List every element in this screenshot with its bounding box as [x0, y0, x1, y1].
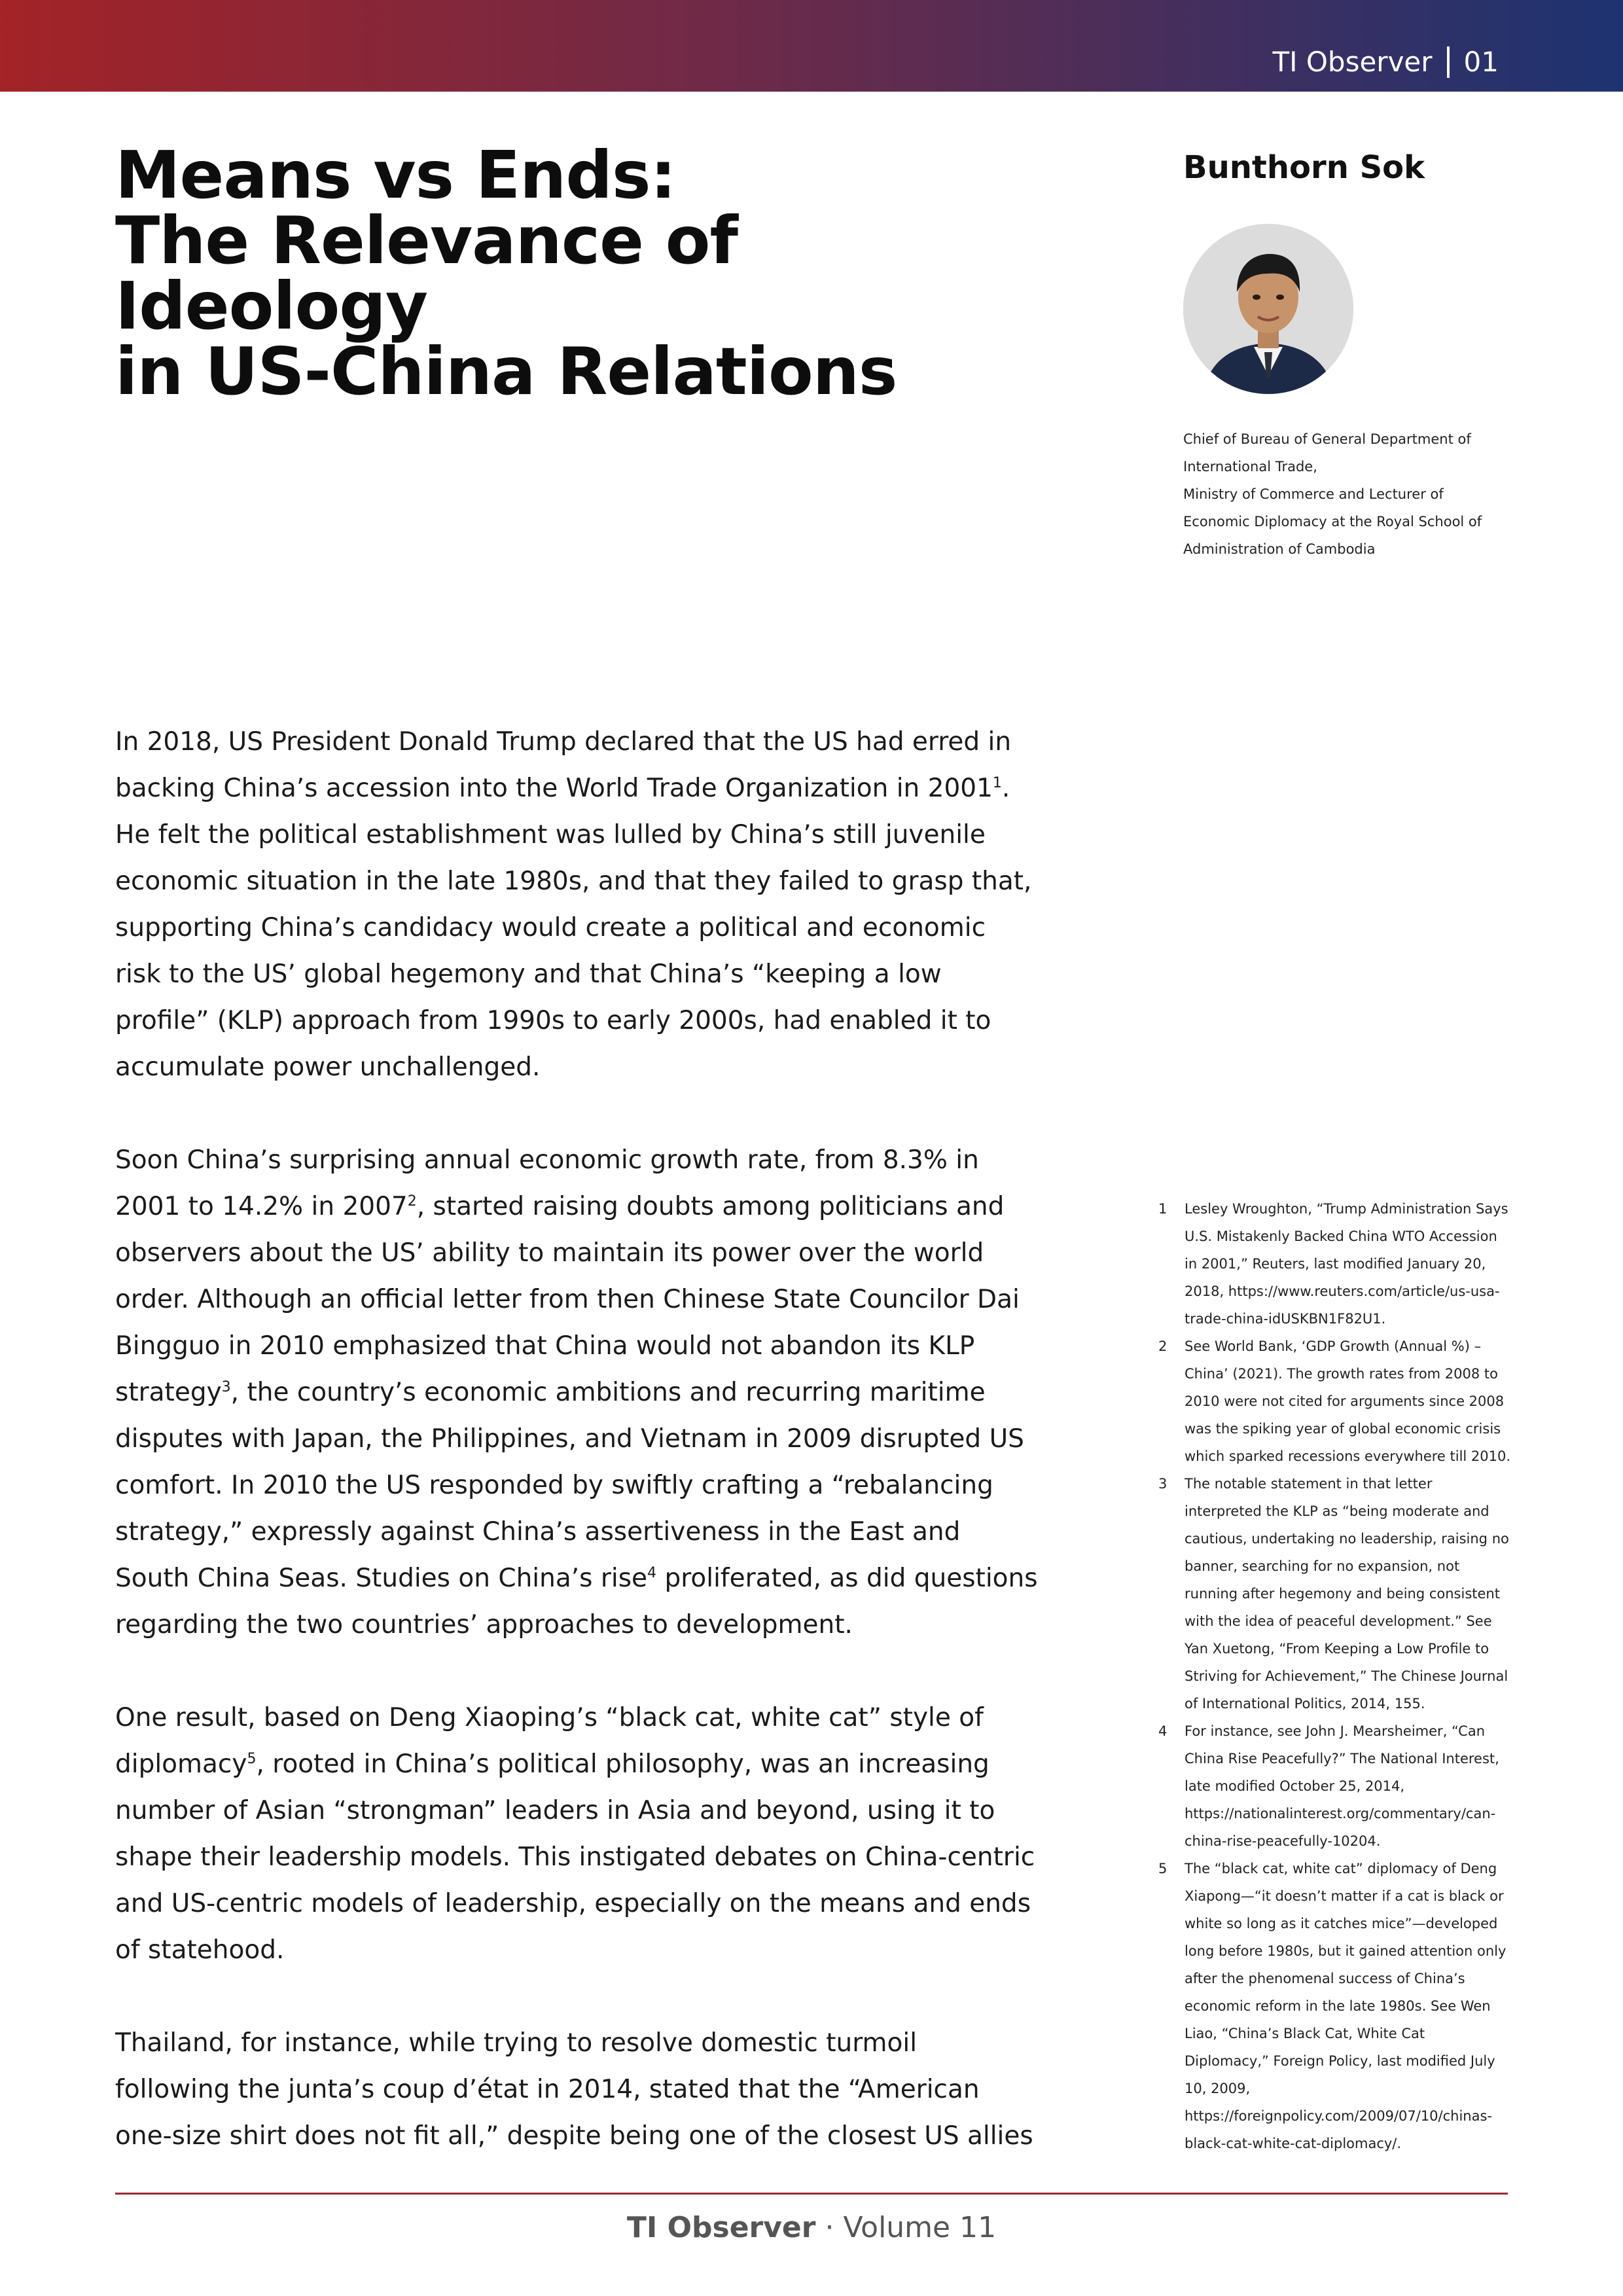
- footer-volume: Volume 11: [843, 2211, 997, 2244]
- footnotes: [1158, 1195, 1512, 2157]
- author-bio: [1183, 425, 1524, 563]
- body-paragraph: Thailand, for instance, while trying to resolve domestic turmoil following the junta’s coup d’état in 2014, stated that the “American one-size shirt does not fit all,” despite being one of the closest US allies: [115, 2028, 1033, 2151]
- author-bio-line: Ministry of Commerce and Lecturer of: [1183, 486, 1444, 502]
- footnote-ref: 1: [992, 775, 1002, 791]
- footnote-item: [1158, 1195, 1512, 1333]
- body-text-run: proliferated, as did questions regarding the two countries’ approaches to development.: [115, 1564, 1038, 1640]
- footnote-text: The “black cat, white cat” diplomacy of Deng Xiapong—“it doesn’t matter if a cat is black or white so long as it catches mice”—developed long before 1980s, but it gained attention only after the phenomenal success of China’s economic reform in the late 1980s. See Wen Liao, “China’s Black Cat, White Cat Diplomacy,” Foreign Policy, last modified July 10, 2009, https://foreignpolicy.com/2009/07/10/chinas-black-cat-white-cat-diplomacy/.: [1185, 1861, 1507, 2151]
- body-text-run: , the country’s economic ambitions and recurring maritime disputes with Japan, the Philippines, and Vietnam in 2009 disrupted US comfort. In 2010 the US responded by swiftly crafting a “rebalancing strategy,” expressly against China’s assertiveness in the East and South China Seas. Studies on China’s rise: [115, 1378, 1024, 1593]
- footnote-item: [1158, 1717, 1512, 1855]
- body-text-run: , started raising doubts among politicians and observers about the US’ ability to maintain its power over the world order. Although an official letter from then Chinese State Councilor Dai Bingguo in 2010 emphasized that China would not abandon its KLP strategy: [115, 1192, 1020, 1407]
- footer-separator: ·: [825, 2211, 834, 2244]
- body-paragraph: [115, 1695, 1038, 1973]
- header-page-number: 01: [1463, 46, 1499, 78]
- footer-divider: [115, 2193, 1508, 2195]
- footnote-text: Lesley Wroughton, “Trump Administration Says U.S. Mistakenly Backed China WTO Accession in 2001,” Reuters, last modified January 20, 2018, https://www.reuters.com/article/us-usa-trade-china-idUSKBN1F82U1.: [1185, 1201, 1508, 1327]
- page-footer: [0, 2211, 1623, 2244]
- header-publication: TI Observer: [1272, 46, 1433, 78]
- author-bio-line: Administration of Cambodia: [1183, 541, 1376, 557]
- footnote-item: [1158, 1855, 1512, 2157]
- author-bio-line: International Trade,: [1183, 459, 1317, 475]
- header-divider: [1447, 46, 1450, 78]
- author-name: Bunthorn Sok: [1183, 149, 1425, 186]
- title-line: The Relevance of Ideology: [115, 202, 738, 344]
- body-text-run: In 2018, US President Donald Trump declared that the US had erred in backing China’s accession into the World Trade Organization in 2001: [115, 727, 1012, 803]
- header-bar: [0, 0, 1623, 92]
- title-line: Means vs Ends:: [115, 137, 676, 213]
- footnote-text: For instance, see John J. Mearsheimer, “Can China Rise Peacefully?” The National Interest, late modified October 25, 2014, https://nationalinterest.org/commentary/can-china-rise-peacefully-10204.: [1185, 1723, 1499, 1849]
- body-text-run: , rooted in China’s political philosophy, was an increasing number of Asian “strongman” leaders in Asia and beyond, using it to shape their leadership models. This instigated debates on China-centric and US-centric models of leadership, especially on the means and ends of statehood.: [115, 1749, 1035, 1965]
- body-paragraph: [115, 719, 1038, 1090]
- footnote-ref: 4: [647, 1565, 657, 1581]
- footnote-ref: 5: [247, 1751, 257, 1767]
- body-text-run: . He felt the political establishment was lulled by China’s still juvenile economic situation in the late 1980s, and that they failed to grasp that, supporting China’s candidacy would create a political and economic risk to the US’ global hegemony and that China’s “keeping a low profile” (KLP) approach from 1990s to early 2000s, had enabled it to accumulate power unchallenged.: [115, 774, 1032, 1082]
- footnote-item: [1158, 1470, 1512, 1717]
- article-body: [115, 719, 1038, 2206]
- body-text-run: Soon China’s surprising annual economic growth rate, from 8.3% in 2001 to 14.2% in 2007: [115, 1145, 979, 1221]
- article-title: [115, 137, 1058, 410]
- body-text-run: One result, based on Deng Xiaoping’s “black cat, white cat” style of diplomacy: [115, 1703, 984, 1779]
- footnote-number: 2: [1158, 1338, 1168, 1354]
- footnote-number: 5: [1158, 1861, 1168, 1876]
- footnote-text: See World Bank, ‘GDP Growth (Annual %) – China’ (2021). The growth rates from 2008 to 2010 were not cited for arguments since 2008 was the spiking year of global economic crisis which sparked recessions everywhere till 2010.: [1185, 1338, 1511, 1464]
- footnote-number: 1: [1158, 1201, 1168, 1217]
- header-label: [1272, 46, 1499, 78]
- footnote-ref: 2: [407, 1193, 417, 1210]
- author-bio-line: Chief of Bureau of General Department of: [1183, 431, 1471, 447]
- author-avatar: [1183, 224, 1353, 394]
- footnote-text: The notable statement in that letter interpreted the KLP as “being moderate and cautious, undertaking no leadership, raising no banner, searching for no expansion, not running after hegemony and being consistent with the idea of peaceful development.” See Yan Xuetong, “From Keeping a Low Profile to Striving for Achievement,” The Chinese Journal of International Politics, 2014, 155.: [1185, 1476, 1509, 1712]
- footer-publication: TI Observer: [626, 2211, 816, 2244]
- footnote-ref: 3: [221, 1379, 231, 1395]
- author-bio-line: Economic Diplomacy at the Royal School of: [1183, 514, 1482, 529]
- footnote-number: 3: [1158, 1476, 1168, 1492]
- author-portrait-icon: [1183, 224, 1353, 394]
- footnote-number: 4: [1158, 1723, 1168, 1739]
- footnote-item: [1158, 1333, 1512, 1470]
- title-line: in US-China Relations: [115, 333, 897, 410]
- body-paragraph: [115, 1137, 1038, 1648]
